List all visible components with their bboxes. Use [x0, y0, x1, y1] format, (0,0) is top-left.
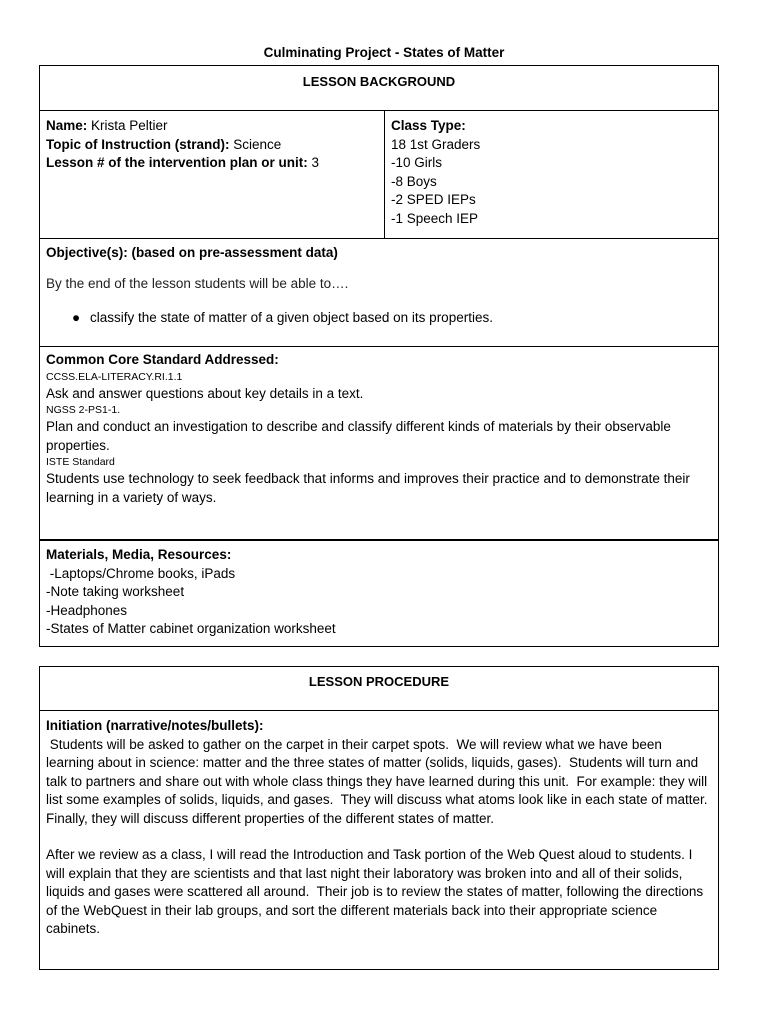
standards-label: Common Core Standard Addressed:: [46, 352, 279, 367]
lesson-procedure-header-row: [40, 667, 718, 711]
standard-code: CCSS.ELA-LITERACY.RI.1.1: [46, 370, 183, 383]
materials-item: -States of Matter cabinet organization worksheet: [46, 621, 336, 636]
topic-value: Science: [233, 136, 282, 152]
standard-text: Ask and answer questions about key details in a text.: [46, 385, 364, 401]
materials-item: -Headphones: [46, 602, 128, 618]
class-type-line: -2 SPED IEPs: [391, 192, 476, 207]
materials-label: Materials, Media, Resources:: [46, 547, 232, 562]
class-type-line: -1 Speech IEP: [391, 210, 479, 226]
standard-text: Plan and conduct an investigation to describe and classify different kinds of materials by their observable properties.: [46, 419, 671, 453]
teacher-info-cell: [40, 111, 385, 238]
initiation-paragraph: After we review as a class, I will read the Introduction and Task portion of the Web Quest aloud to students. I will explain that they are scientists and that last night their laboratory was broken into and all of their solids, liquids and gases were scattered all around. Their job is to review the states of matter, following the directions of the WebQuest in their lab groups, and sort the different materials back into their appropriate science cabinets.: [46, 847, 707, 936]
objectives-list: [46, 309, 712, 328]
standard-code: ISTE Standard: [46, 456, 115, 468]
class-type-line: 18 1st Graders: [391, 136, 481, 152]
lesson-number-line: [46, 154, 378, 173]
materials-item: -Laptops/Chrome books, iPads: [46, 565, 236, 581]
objectives-label: Objective(s): (based on pre-assessment data): [46, 245, 338, 260]
objectives-row: [40, 239, 718, 347]
list-item: [72, 309, 712, 328]
bullet-icon: ●: [72, 310, 81, 325]
materials-row: [40, 540, 718, 646]
materials-item: -Note taking worksheet: [46, 584, 185, 599]
lesson-procedure-header: LESSON PROCEDURE: [308, 674, 450, 689]
name-label: Name:: [46, 118, 88, 133]
name-line: [46, 117, 378, 136]
initiation-row: [40, 711, 718, 939]
initiation-paragraph: Students will be asked to gather on the carpet in their carpet spots. We will review what we have been learning about in science: matter and the three states of matter (solids, liquids, gases). Students will turn and talk to partners and share out with whole class things they have learned during this unit. For example: they will list some examples of solids, liquids, and gases. They will discuss what atoms look like in each state of matter. Finally, they will discuss different properties of the different states of matter.: [46, 736, 716, 826]
standard-text: Students use technology to seek feedback that informs and improves their practice and to demonstrate their learning in a variety of ways.: [46, 471, 690, 505]
objectives-intro: By the end of the lesson students will be able to….: [46, 275, 349, 291]
class-type-label: Class Type:: [391, 118, 466, 133]
name-value: Krista Peltier: [91, 118, 168, 133]
info-row: [40, 111, 718, 239]
class-type-line: -10 Girls: [391, 155, 443, 170]
standard-code: NGSS 2-PS1-1.: [46, 404, 121, 416]
lesson-background-header: LESSON BACKGROUND: [302, 74, 456, 89]
topic-line: [46, 136, 378, 155]
objective-text: classify the state of matter of a given object based on its properties.: [90, 310, 493, 325]
topic-label: Topic of Instruction (strand):: [46, 136, 230, 152]
initiation-label: Initiation (narrative/notes/bullets):: [46, 718, 264, 733]
standards-row: [40, 347, 718, 540]
document-title: Culminating Project - States of Matter: [263, 45, 505, 60]
lesson-background-header-row: [40, 66, 718, 111]
lesson-procedure-table: [39, 666, 719, 970]
lesson-number-label: Lesson # of the intervention plan or unit:: [46, 155, 308, 170]
lesson-number-value: 3: [311, 155, 320, 170]
class-type-line: -8 Boys: [391, 173, 437, 189]
lesson-background-table: [39, 65, 719, 647]
class-type-cell: [385, 111, 718, 238]
